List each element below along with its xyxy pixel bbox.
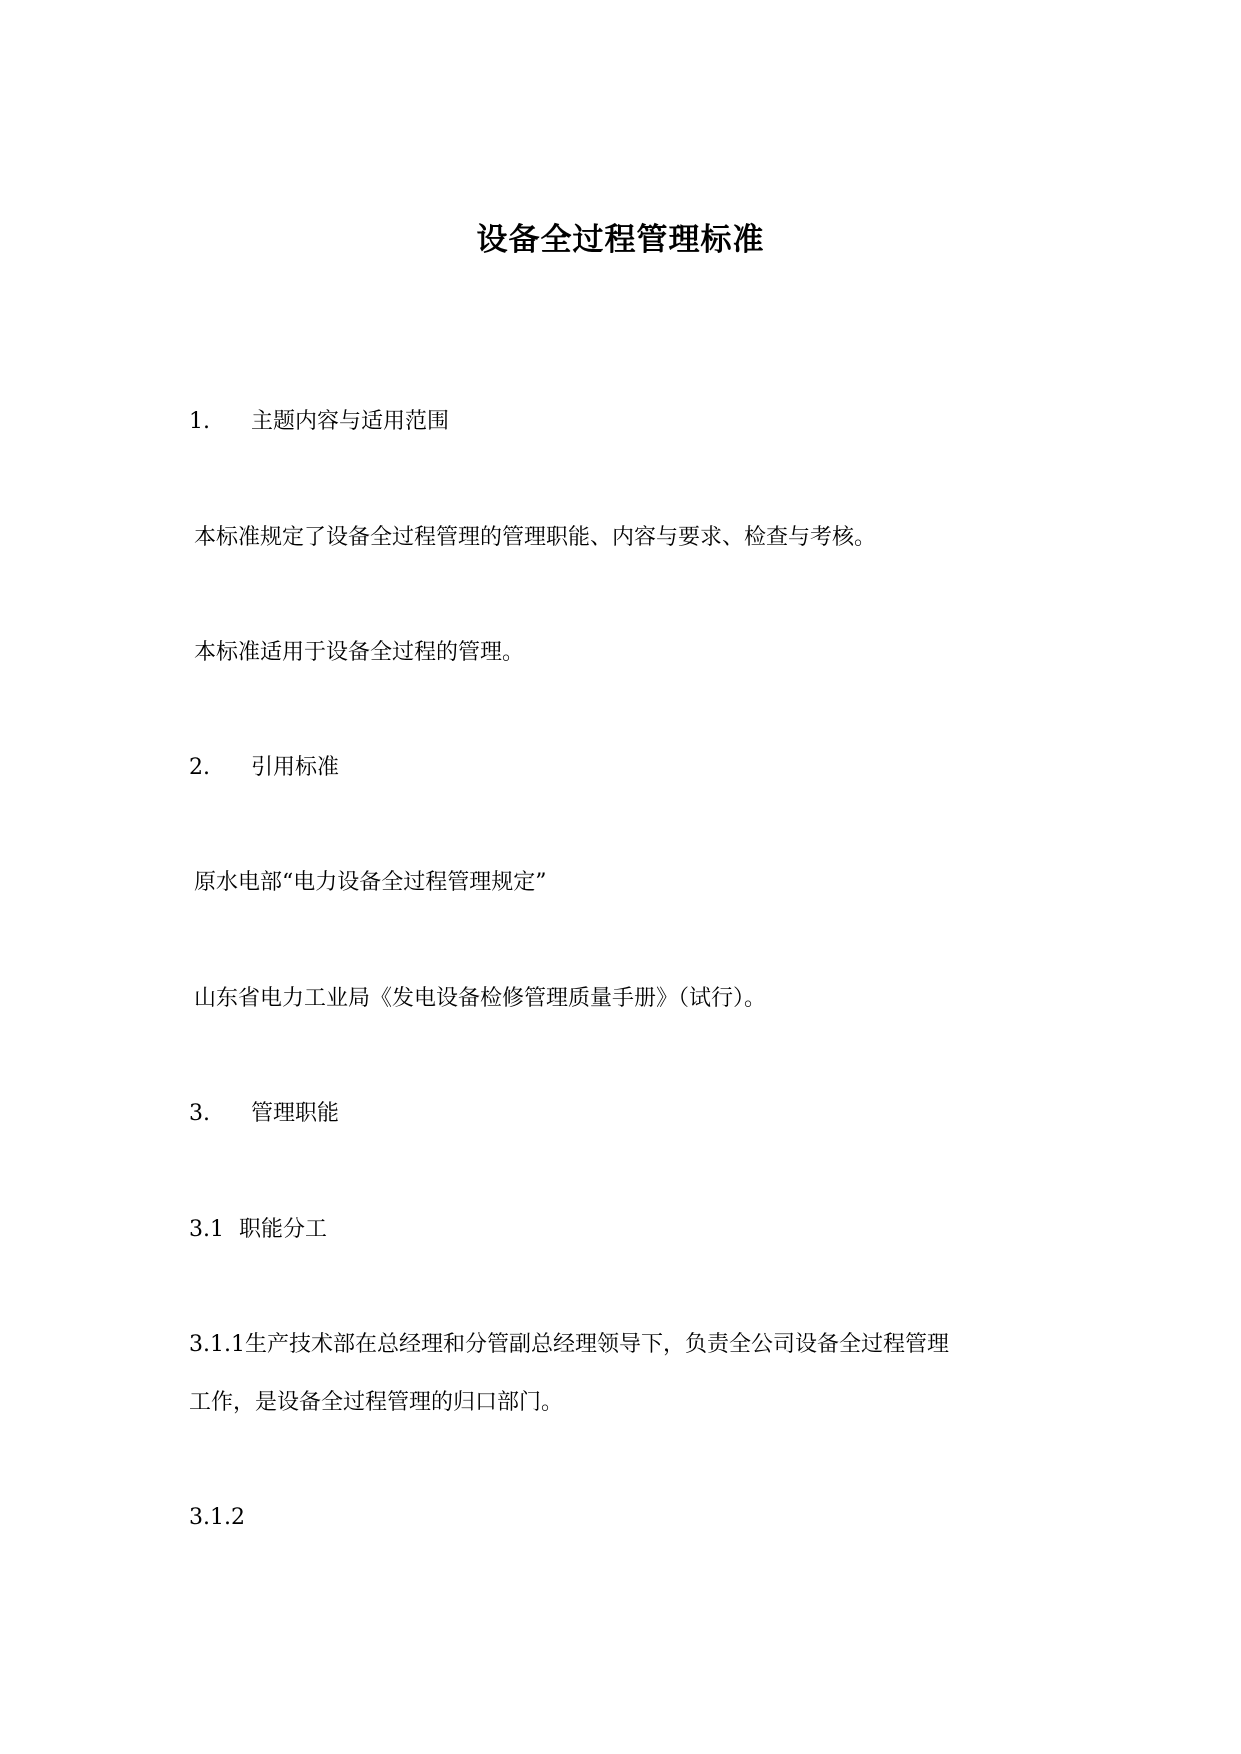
reference-item-2: 山东省电力工业局《发电设备检修管理质量手册》（试行）。 [194,986,767,1011]
reference-item-1: 原水电部“电力设备全过程管理规定” [194,870,547,895]
section-1-title: 主题内容与适用范围 [251,409,450,434]
section-2-heading [189,753,339,783]
section-1-heading [189,407,449,437]
document-title: 设备全过程管理标准 [476,222,765,258]
section-1-number: 1. [189,409,210,434]
item-3-1-2: 3.1.2 [189,1505,245,1530]
section-3-title: 管理职能 [251,1101,340,1126]
section-3-1-number: 3.1 [189,1217,224,1242]
section-2-number: 2. [189,755,210,780]
item-3-1-1-line-1: 3.1.1生产技术部在总经理和分管副总经理领导下，负责全公司设备全过程管理 [189,1332,949,1357]
section-1-paragraph-applicability: 本标准适用于设备全过程的管理。 [194,640,525,665]
item-3-1-1-line-2: 工作，是设备全过程管理的归口部门。 [189,1390,564,1415]
section-2-title: 引用标准 [251,755,340,780]
section-3-number: 3. [189,1101,210,1126]
section-3-1-heading [189,1215,327,1245]
section-3-1-title: 职能分工 [239,1217,328,1242]
section-3-heading [189,1099,339,1129]
section-1-paragraph-scope: 本标准规定了设备全过程管理的管理职能、内容与要求、检查与考核。 [194,525,877,550]
